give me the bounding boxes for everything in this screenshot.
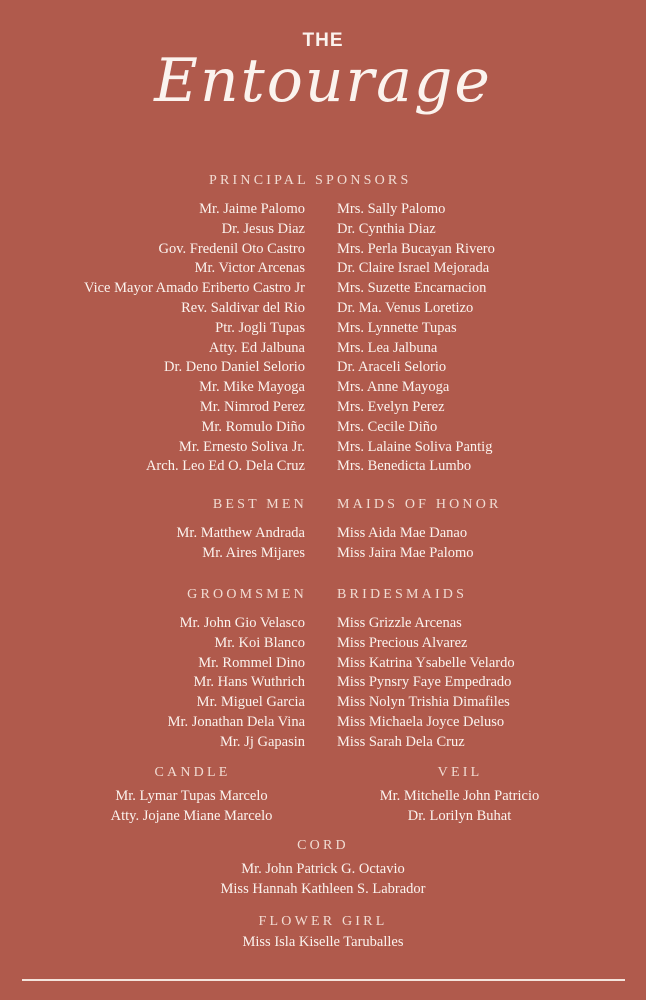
list-item: Dr. Claire Israel Mejorada [337,260,490,277]
list-item: Vice Mayor Amado Eriberto Castro Jr [83,280,305,297]
list-item: Mrs. Lynnette Tupas [337,319,457,336]
list-item: Miss Isla Kiselle Taruballes [242,934,404,950]
list-item: Mr. Miguel Garcia [196,694,305,711]
cord-heading: CORD [297,838,349,853]
list-item: Mr. Jj Gapasin [220,733,305,750]
flower-girl-heading: FLOWER GIRL [258,914,388,929]
list-item: Atty. Ed Jalbuna [208,339,305,356]
veil-list [338,787,581,826]
list-item: Miss Pynsry Faye Empedrado [337,674,512,691]
candle-heading: CANDLE [154,765,231,780]
list-item: Dr. Araceli Selorio [337,359,447,376]
list-item: Arch. Leo Ed O. Dela Cruz [145,458,305,475]
list-item: Mrs. Benedicta Lumbo [337,458,472,475]
list-item: Miss Michaela Joyce Deluso [337,713,505,730]
list-item: Mr. Mike Mayoga [199,379,305,396]
principal-sponsors-left-list [84,200,305,477]
list-item: Mrs. Evelyn Perez [337,398,445,415]
list-item: Dr. Cynthia Diaz [337,220,436,237]
list-item: Mrs. Lalaine Soliva Pantig [337,438,493,455]
list-item: Miss Katrina Ysabelle Velardo [337,654,515,671]
list-item: Mrs. Anne Mayoga [337,379,450,396]
list-item: Mr. Rommel Dino [198,654,305,671]
list-item: Gov. Fredenil Oto Castro [158,240,305,257]
list-item: Mr. Lymar Tupas Marcelo [115,788,268,804]
list-item: Mr. Jonathan Dela Vina [167,713,305,730]
list-item: Mrs. Perla Bucayan Rivero [337,240,495,257]
list-item: Dr. Lorilyn Buhat [407,807,512,824]
list-item: Mr. Hans Wuthrich [193,674,305,691]
list-item: Mr. Nimrod Perez [199,398,305,415]
groomsmen-heading: GROOMSMEN [187,587,307,602]
list-item: Mr. John Gio Velasco [179,615,305,631]
list-item: Miss Sarah Dela Cruz [337,733,465,750]
list-item: Miss Jaira Mae Palomo [337,544,474,561]
list-item: Mrs. Suzette Encarnacion [337,280,487,297]
bottom-divider [22,979,625,981]
candle-list [70,787,313,826]
principal-sponsors-right-list [337,200,495,477]
list-item: Atty. Jojane Miane Marcelo [110,807,273,824]
maids-of-honor-list [337,524,474,564]
list-item: Dr. Jesus Diaz [221,220,305,237]
list-item: Mr. Romulo Diño [201,418,305,435]
list-item: Miss Nolyn Trishia Dimafiles [337,694,510,711]
title-the: THE [302,30,344,51]
bridesmaids-list [337,614,515,753]
flower-girl-list [0,933,646,953]
list-item: Miss Grizzle Arcenas [337,615,462,631]
veil-heading: VEIL [437,765,483,780]
best-men-heading: BEST MEN [212,497,307,512]
list-item: Mr. Victor Arcenas [194,260,305,277]
list-item: Mrs. Sally Palomo [337,201,446,217]
cord-list [0,860,646,899]
list-item: Dr. Deno Daniel Selorio [164,359,305,376]
list-item: Miss Hannah Kathleen S. Labrador [220,880,426,897]
list-item: Mr. Matthew Andrada [176,525,305,541]
best-men-list [177,524,305,564]
list-item: Mr. Koi Blanco [214,634,305,651]
list-item: Mr. John Patrick G. Octavio [241,861,405,877]
title-entourage: Entourage [154,46,492,116]
principal-sponsors-heading: PRINCIPAL SPONSORS [209,173,412,188]
list-item: Miss Aida Mae Danao [337,525,468,541]
list-item: Mr. Aires Mijares [202,544,305,561]
list-item: Dr. Ma. Venus Loretizo [337,299,474,316]
maids-of-honor-heading: MAIDS OF HONOR [337,497,502,512]
list-item: Ptr. Jogli Tupas [215,319,305,336]
list-item: Mrs. Cecile Diño [337,418,438,435]
list-item: Rev. Saldivar del Rio [181,299,305,316]
list-item: Mr. Ernesto Soliva Jr. [178,438,305,455]
groomsmen-list [168,614,305,753]
list-item: Mrs. Lea Jalbuna [337,339,438,356]
list-item: Mr. Mitchelle John Patricio [379,788,540,804]
list-item: Mr. Jaime Palomo [199,201,305,217]
list-item: Miss Precious Alvarez [337,634,468,651]
bridesmaids-heading: BRIDESMAIDS [337,587,468,602]
